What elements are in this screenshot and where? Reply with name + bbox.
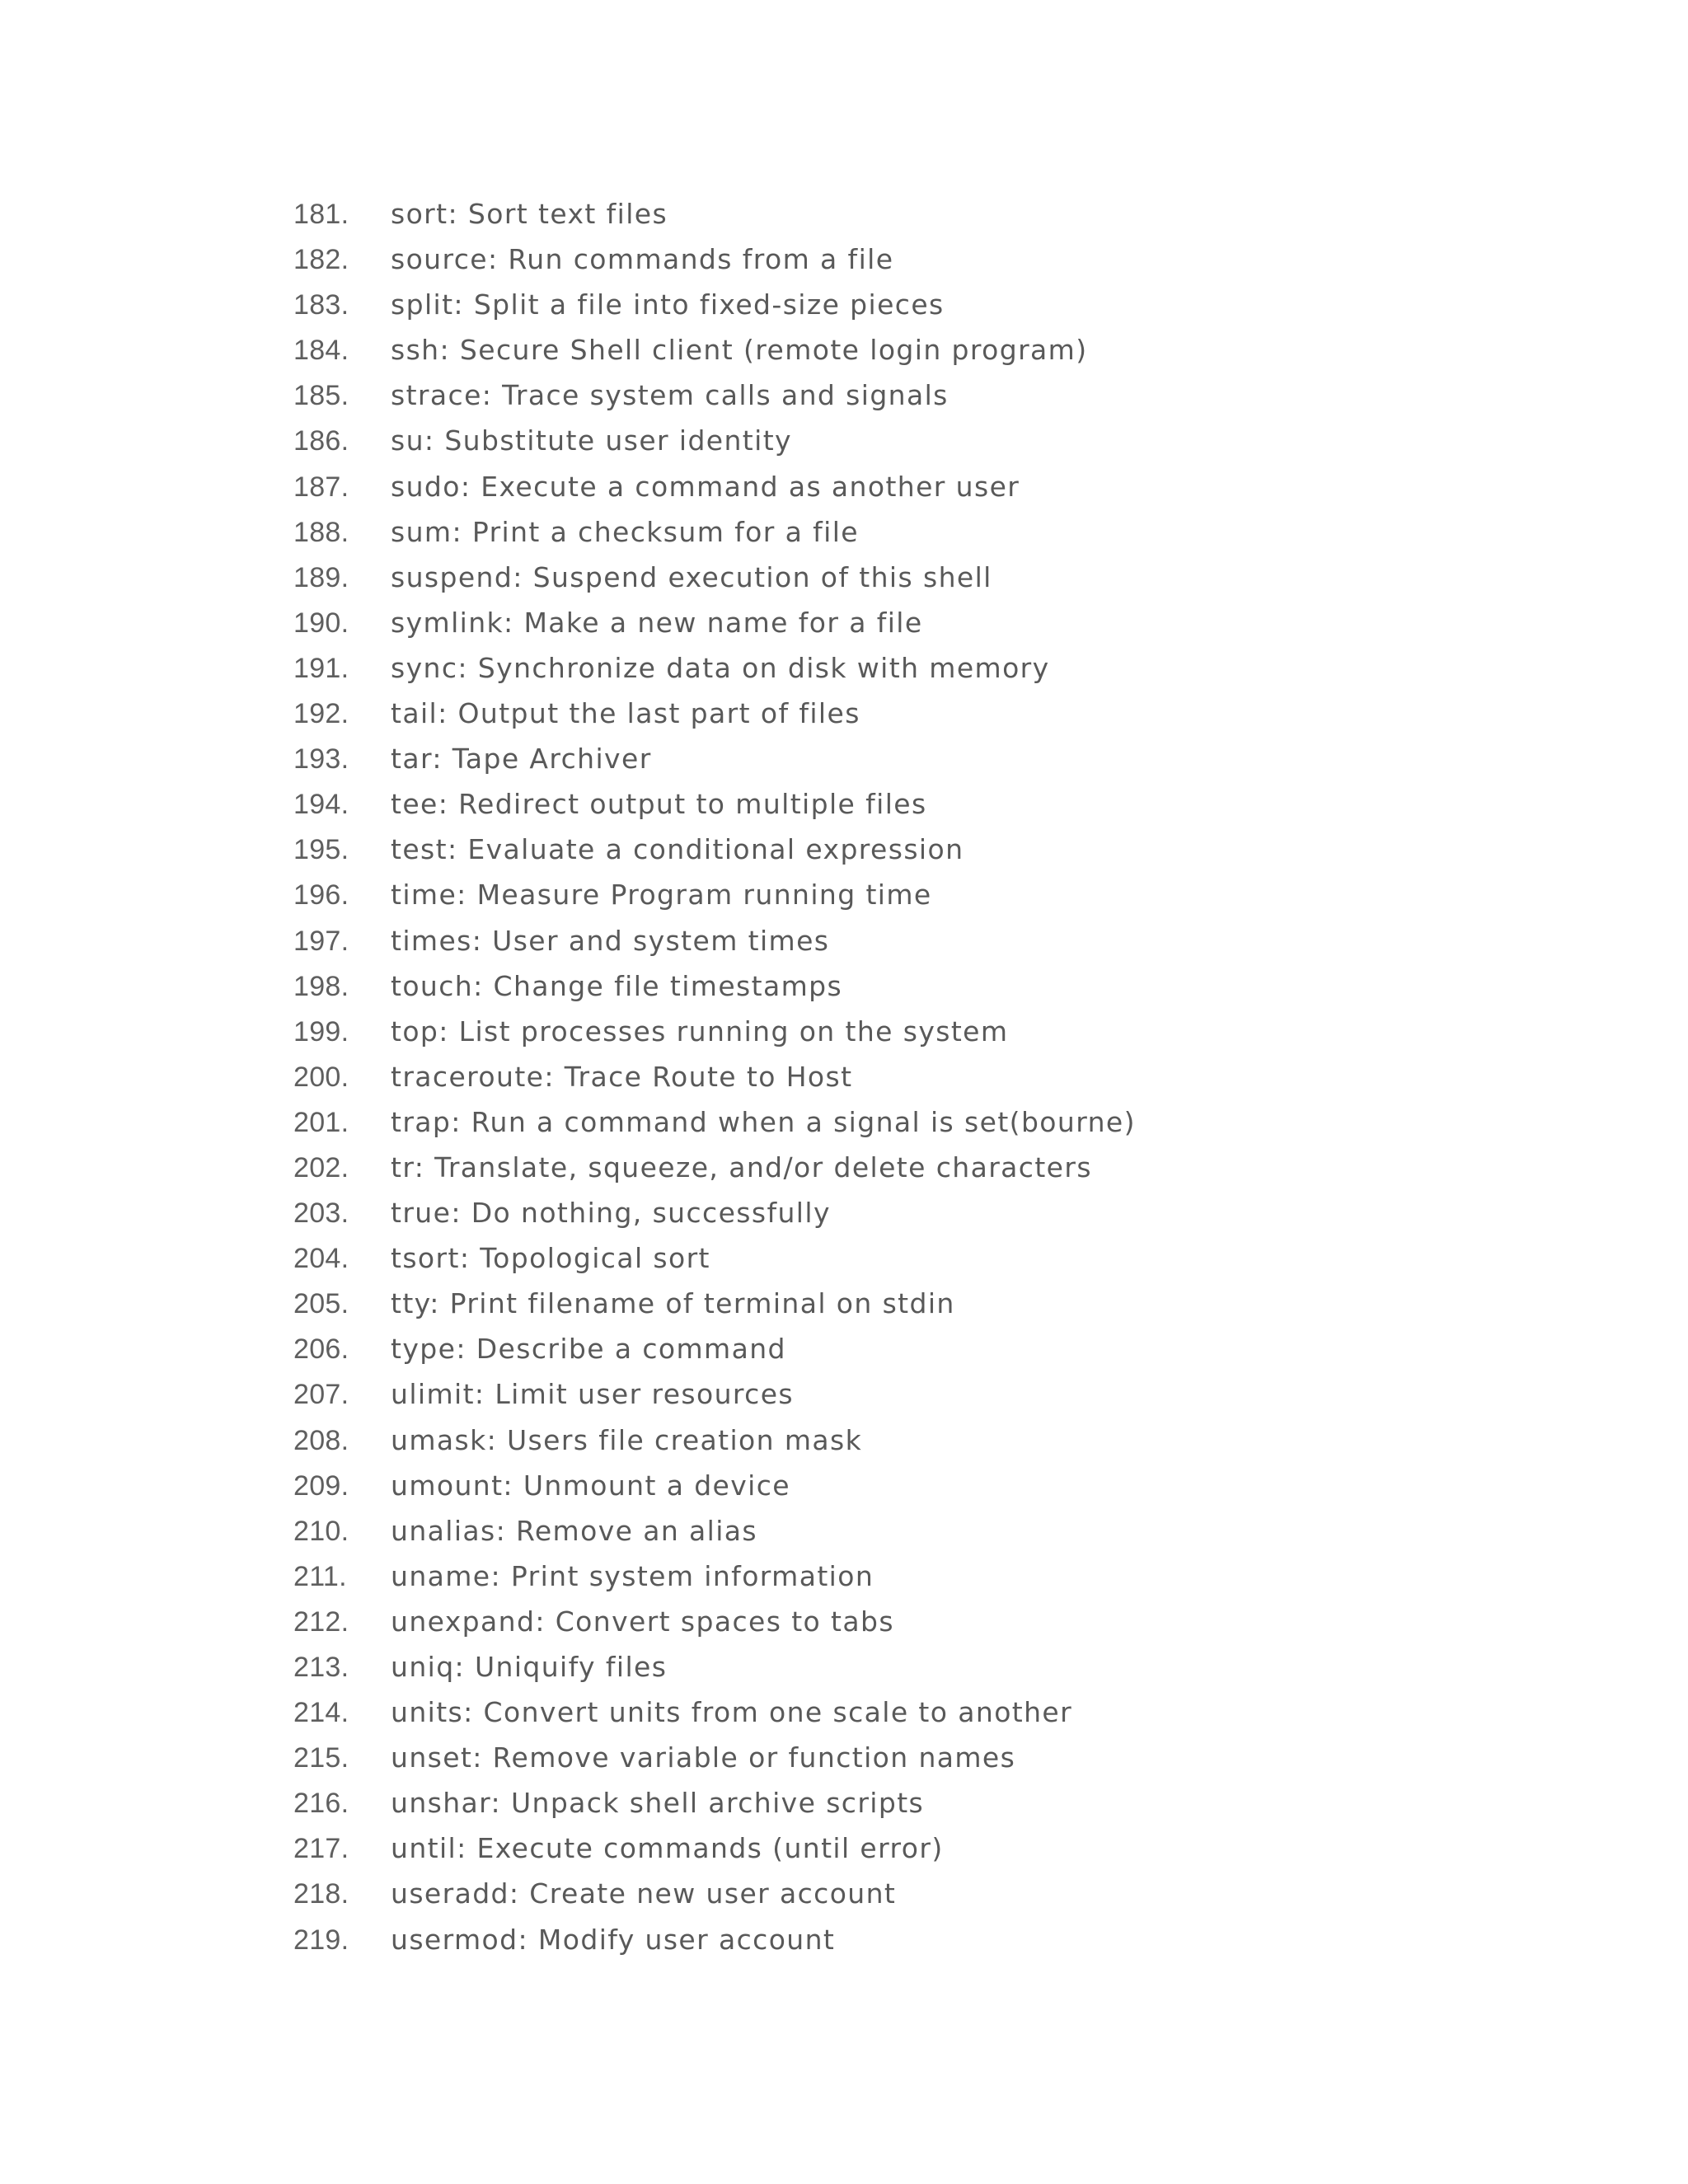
list-item-text: symlink: Make a new name for a file [391, 606, 923, 639]
list-item-number: 213. [293, 1652, 349, 1683]
list-item-text: top: List processes running on the system [391, 1015, 1009, 1047]
list-item-number: 201. [293, 1106, 349, 1138]
list-item-number: 215. [293, 1742, 349, 1774]
list-item-number: 195. [293, 834, 349, 866]
list-item-text: tr: Translate, squeeze, and/or delete characters [391, 1151, 1092, 1183]
list-item-text: time: Measure Program running time [391, 879, 932, 912]
list-item-number: 218. [293, 1878, 349, 1910]
list-item-text: times: User and system times [391, 924, 830, 957]
list-item [293, 1287, 1136, 1333]
list-item [293, 1924, 1136, 1969]
list-item [293, 833, 1136, 879]
list-item [293, 1560, 1136, 1605]
list-item-number: 206. [293, 1333, 349, 1366]
list-item [293, 925, 1136, 970]
list-item-number: 198. [293, 970, 349, 1002]
list-item [293, 288, 1136, 334]
list-item-number: 217. [293, 1833, 349, 1865]
list-item-text: tee: Redirect output to multiple files [391, 788, 927, 821]
list-item-text: sum: Print a checksum for a file [391, 515, 859, 548]
list-item-number: 186. [293, 425, 349, 457]
list-item [293, 379, 1136, 424]
list-item [293, 743, 1136, 788]
list-item-number: 209. [293, 1469, 349, 1502]
list-item [293, 516, 1136, 561]
list-item [293, 788, 1136, 833]
list-item-text: unset: Remove variable or function names [391, 1741, 1016, 1774]
list-item-text: type: Describe a command [391, 1333, 786, 1366]
list-item-text: tar: Tape Archiver [391, 743, 652, 776]
list-item [293, 1061, 1136, 1106]
list-item [293, 1106, 1136, 1151]
list-item-text: sudo: Execute a command as another user [391, 470, 1020, 503]
list-item [293, 697, 1136, 743]
list-item-text: trap: Run a command when a signal is set(bourne) [391, 1105, 1136, 1138]
list-item-text: source: Run commands from a file [391, 243, 894, 276]
list-item [293, 1015, 1136, 1061]
list-item-number: 219. [293, 1924, 349, 1956]
list-item [293, 1832, 1136, 1877]
list-item-number: 194. [293, 789, 349, 821]
list-item [293, 1787, 1136, 1832]
list-item-text: strace: Trace system calls and signals [391, 379, 949, 412]
list-item-text: sort: Sort text files [391, 198, 668, 230]
list-item-number: 204. [293, 1243, 349, 1275]
list-item-number: 208. [293, 1424, 349, 1456]
list-item-text: tsort: Topological sort [391, 1242, 710, 1275]
list-item-text: true: Do nothing, successfully [391, 1197, 831, 1230]
list-item-number: 192. [293, 698, 349, 730]
list-item-text: sync: Synchronize data on disk with memory [391, 651, 1050, 684]
list-item [293, 970, 1136, 1015]
list-item [293, 1378, 1136, 1423]
list-item-text: ulimit: Limit user resources [391, 1378, 795, 1411]
list-item-number: 187. [293, 471, 349, 503]
list-item-number: 197. [293, 925, 349, 957]
list-item [293, 424, 1136, 470]
list-item [293, 1151, 1136, 1197]
list-item-number: 182. [293, 244, 349, 276]
list-item-number: 200. [293, 1061, 349, 1093]
list-item-text: unexpand: Convert spaces to tabs [391, 1605, 894, 1638]
list-item-number: 196. [293, 879, 349, 912]
list-item-number: 207. [293, 1379, 349, 1411]
list-item-number: 199. [293, 1015, 349, 1047]
list-item [293, 1333, 1136, 1378]
list-item-number: 181. [293, 199, 349, 230]
list-item-number: 189. [293, 561, 349, 593]
list-item-number: 203. [293, 1197, 349, 1230]
list-item-number: 183. [293, 289, 349, 321]
list-item-number: 202. [293, 1151, 349, 1183]
list-item [293, 471, 1136, 516]
list-item [293, 1696, 1136, 1741]
list-item [293, 198, 1136, 243]
list-item [293, 1242, 1136, 1287]
list-item-number: 190. [293, 607, 349, 639]
list-item [293, 1651, 1136, 1696]
list-item-text: touch: Change file timestamps [391, 969, 843, 1002]
list-item-text: unalias: Remove an alias [391, 1514, 758, 1547]
list-item-text: su: Substitute user identity [391, 424, 792, 457]
list-item-text: tail: Output the last part of files [391, 697, 860, 730]
list-item-number: 212. [293, 1605, 349, 1638]
list-item-text: useradd: Create new user account [391, 1877, 897, 1910]
list-item [293, 1741, 1136, 1787]
list-item-text: ssh: Secure Shell client (remote login program) [391, 334, 1088, 367]
list-item-number: 193. [293, 743, 349, 776]
list-item [293, 652, 1136, 697]
list-item-number: 214. [293, 1697, 349, 1729]
list-item-number: 210. [293, 1515, 349, 1547]
list-item [293, 879, 1136, 924]
list-item-text: usermod: Modify user account [391, 1923, 836, 1956]
list-item [293, 1877, 1136, 1923]
list-item-number: 184. [293, 335, 349, 367]
list-item-text: traceroute: Trace Route to Host [391, 1060, 853, 1093]
list-item-text: uniq: Uniquify files [391, 1651, 668, 1683]
list-item [293, 1515, 1136, 1560]
list-item-text: suspend: Suspend execution of this shell [391, 560, 992, 593]
list-item [293, 1424, 1136, 1469]
list-item-number: 216. [293, 1788, 349, 1820]
list-item [293, 334, 1136, 379]
list-item [293, 561, 1136, 607]
list-item [293, 1469, 1136, 1515]
list-item [293, 607, 1136, 652]
command-list [293, 198, 1136, 1969]
list-item-text: uname: Print system information [391, 1559, 874, 1592]
list-item-text: tty: Print filename of terminal on stdin [391, 1287, 955, 1320]
list-item-number: 205. [293, 1288, 349, 1320]
list-item-text: split: Split a file into fixed-size pieces [391, 288, 945, 321]
list-item [293, 1197, 1136, 1242]
list-item-text: test: Evaluate a conditional expression [391, 833, 964, 866]
list-item-number: 211. [293, 1560, 347, 1592]
list-item-text: umount: Unmount a device [391, 1469, 790, 1502]
list-item-number: 188. [293, 516, 349, 548]
list-item-number: 191. [293, 652, 349, 684]
list-item-text: umask: Users file creation mask [391, 1423, 863, 1456]
list-item [293, 1605, 1136, 1651]
list-item-text: until: Execute commands (until error) [391, 1832, 944, 1865]
list-item-text: units: Convert units from one scale to another [391, 1696, 1073, 1729]
list-item-text: unshar: Unpack shell archive scripts [391, 1787, 925, 1820]
list-item [293, 243, 1136, 288]
list-item-number: 185. [293, 380, 349, 412]
